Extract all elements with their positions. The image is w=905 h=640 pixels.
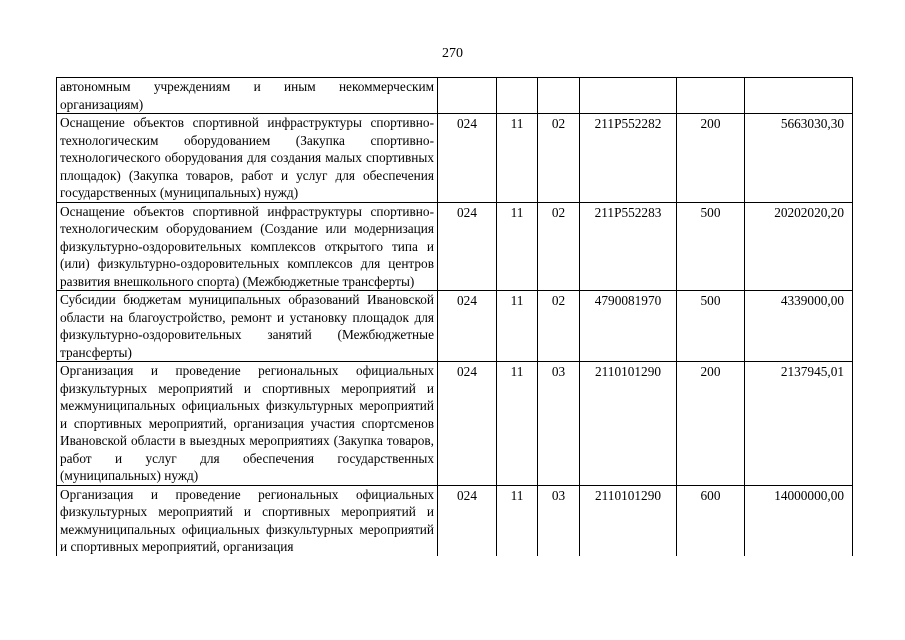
row-amount: 14000000,00	[745, 485, 853, 556]
row-target-article: 211P552283	[580, 202, 677, 291]
page-number: 270	[442, 46, 463, 61]
row-amount: 4339000,00	[745, 291, 853, 362]
row-target-article: 2110101290	[580, 362, 677, 486]
row-expense-type: 200	[677, 114, 745, 203]
row-subsection-code: 02	[538, 114, 580, 203]
row-expense-type	[677, 78, 745, 114]
row-ministry-code: 024	[438, 362, 497, 486]
row-target-article: 2110101290	[580, 485, 677, 556]
row-description: Организация и проведение региональных официальных физкультурных мероприятий и спортивных мероприятий и межмуниципальных официальных физкультурных мероприятий и спортивных мероприятий, организация участия спортсменов Ивановской области в выездных мероприятиях (Закупка товаров, работ и услуг для обеспечения государственных (муниципальных) нужд)	[57, 362, 438, 486]
row-section-code: 11	[497, 114, 538, 203]
row-ministry-code: 024	[438, 291, 497, 362]
row-ministry-code: 024	[438, 114, 497, 203]
row-description: Оснащение объектов спортивной инфраструктуры спортивно-технологическим оборудованием (Закупка спортивно-технологического оборудования для создания малых спортивных площадок) (Закупка товаров, работ и услуг для обеспечения государственных (муниципальных) нужд)	[57, 114, 438, 203]
row-amount	[745, 78, 853, 114]
table-row	[57, 114, 853, 203]
row-description: Субсидии бюджетам муниципальных образований Ивановской области на благоустройство, ремонт и установку площадок для физкультурно-оздоровительных занятий (Межбюджетные трансферты)	[57, 291, 438, 362]
row-ministry-code	[438, 78, 497, 114]
row-section-code: 11	[497, 202, 538, 291]
row-section-code: 11	[497, 291, 538, 362]
row-amount: 2137945,01	[745, 362, 853, 486]
row-description: Организация и проведение региональных официальных физкультурных мероприятий и спортивных мероприятий и межмуниципальных официальных физкультурных мероприятий и спортивных мероприятий, организация	[57, 485, 438, 556]
row-expense-type: 200	[677, 362, 745, 486]
row-expense-type: 500	[677, 202, 745, 291]
row-section-code: 11	[497, 485, 538, 556]
row-expense-type: 500	[677, 291, 745, 362]
row-section-code: 11	[497, 362, 538, 486]
row-subsection-code: 02	[538, 202, 580, 291]
row-expense-type: 600	[677, 485, 745, 556]
row-description: автономным учреждениям и иным некоммерческим организациям)	[57, 78, 438, 114]
row-subsection-code: 02	[538, 291, 580, 362]
row-amount: 20202020,20	[745, 202, 853, 291]
row-amount: 5663030,30	[745, 114, 853, 203]
row-target-article: 4790081970	[580, 291, 677, 362]
row-section-code	[497, 78, 538, 114]
table-row	[57, 485, 853, 556]
table-row	[57, 291, 853, 362]
row-subsection-code: 03	[538, 362, 580, 486]
row-target-article: 211P552282	[580, 114, 677, 203]
row-target-article	[580, 78, 677, 114]
row-ministry-code: 024	[438, 202, 497, 291]
row-subsection-code	[538, 78, 580, 114]
table-row	[57, 362, 853, 486]
row-description: Оснащение объектов спортивной инфраструктуры спортивно-технологическим оборудованием (Создание или модернизация физкультурно-оздоровительных комплексов открытого типа и (или) физкультурно-оздоровительных комплексов для центров развития внешкольного спорта) (Межбюджетные трансферты)	[57, 202, 438, 291]
row-ministry-code: 024	[438, 485, 497, 556]
row-subsection-code: 03	[538, 485, 580, 556]
table-row	[57, 202, 853, 291]
table-row	[57, 78, 853, 114]
budget-table	[56, 77, 853, 556]
